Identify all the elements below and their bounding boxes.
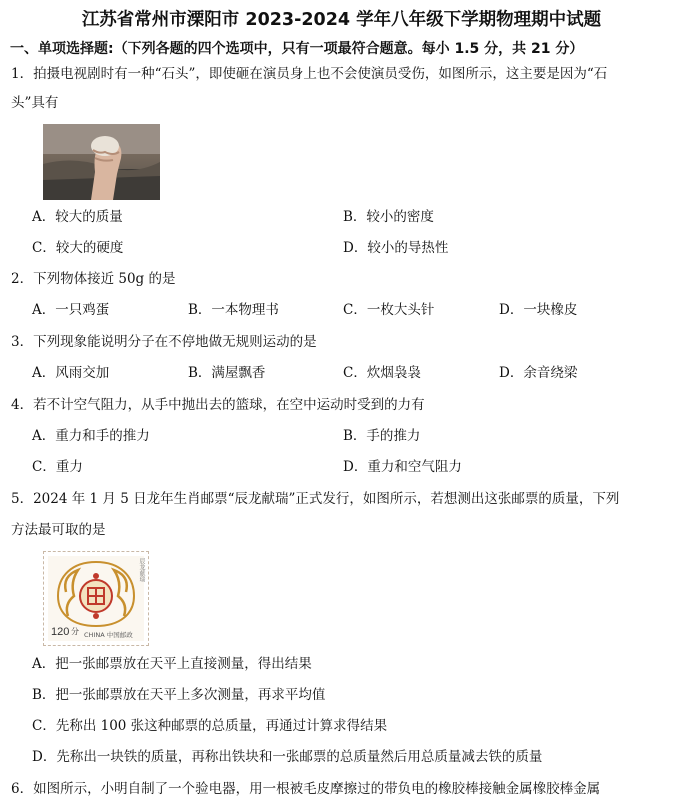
dragon-stamp-image	[43, 551, 149, 646]
q1-option-c[interactable]: C．较大的硬度	[32, 240, 124, 256]
stamp-value: 120	[51, 626, 70, 638]
q5-option-a[interactable]: A．把一张邮票放在天平上直接测量，得出结果	[32, 656, 312, 672]
q5-option-c[interactable]: C．先称出 100 张这种邮票的总质量，再通过计算求得结果	[32, 718, 388, 734]
q3-option-b[interactable]: B．满屋飘香	[188, 365, 266, 381]
question-6-text: 6．如图所示，小明自制了一个验电器，用一根被毛皮摩擦过的带负电的橡胶棒接触金属橡胶棒金属	[11, 781, 601, 797]
stamp-country: CHINA 中国邮政	[84, 631, 133, 639]
q5-option-b[interactable]: B．把一张邮票放在天平上多次测量，再求平均值	[32, 687, 326, 703]
q1-option-a[interactable]: A．较大的质量	[32, 209, 123, 225]
question-1-text-cont: 头”具有	[11, 95, 59, 111]
q1-option-d[interactable]: D．较小的导热性	[343, 240, 449, 256]
question-5-text: 5．2024 年 1 月 5 日龙年生肖邮票“辰龙献瑞”正式发行，如图所示，若想测出这张邮票的质量，下列	[11, 491, 620, 507]
q2-option-a[interactable]: A．一只鸡蛋	[32, 302, 110, 318]
question-5-text-cont: 方法最可取的是	[11, 522, 106, 538]
stamp-side-text: 辰龙献瑞	[138, 558, 145, 582]
question-4-text: 4．若不计空气阻力，从手中抛出去的篮球，在空中运动时受到的力有	[11, 397, 425, 413]
stone-hand-photo	[43, 124, 160, 200]
question-1-text: 1．拍摄电视剧时有一种“石头”，即使砸在演员身上也不会使演员受伤，如图所示，这主要是因为“石	[11, 66, 608, 82]
q2-option-b[interactable]: B．一本物理书	[188, 302, 279, 318]
q3-option-c[interactable]: C．炊烟袅袅	[343, 365, 421, 381]
stamp-unit: 分	[71, 627, 79, 636]
q4-option-c[interactable]: C．重力	[32, 459, 83, 475]
question-2-text: 2．下列物体接近 50g 的是	[11, 271, 176, 287]
section-heading: 一、单项选择题:（下列各题的四个选项中，只有一项最符合题意。每小 1.5 分，共 21 分）	[10, 41, 584, 57]
hand-holding-stone-image	[43, 124, 160, 200]
page-title: 江苏省常州市溧阳市 2023-2024 学年八年级下学期物理期中试题	[81, 10, 602, 30]
q5-option-d[interactable]: D．先称出一块铁的质量，再称出铁块和一张邮票的总质量然后用总质量减去铁的质量	[32, 749, 543, 765]
q1-option-b[interactable]: B．较小的密度	[343, 209, 434, 225]
q2-option-d[interactable]: D．一块橡皮	[499, 302, 578, 318]
q3-option-d[interactable]: D．余音绕梁	[499, 365, 578, 381]
q4-option-a[interactable]: A．重力和手的推力	[32, 428, 150, 444]
q4-option-b[interactable]: B．手的推力	[343, 428, 421, 444]
q3-option-a[interactable]: A．风雨交加	[32, 365, 110, 381]
question-3-text: 3．下列现象能说明分子在不停地做无规则运动的是	[11, 334, 317, 350]
q4-option-d[interactable]: D．重力和空气阻力	[343, 459, 462, 475]
q2-option-c[interactable]: C．一枚大头针	[343, 302, 435, 318]
